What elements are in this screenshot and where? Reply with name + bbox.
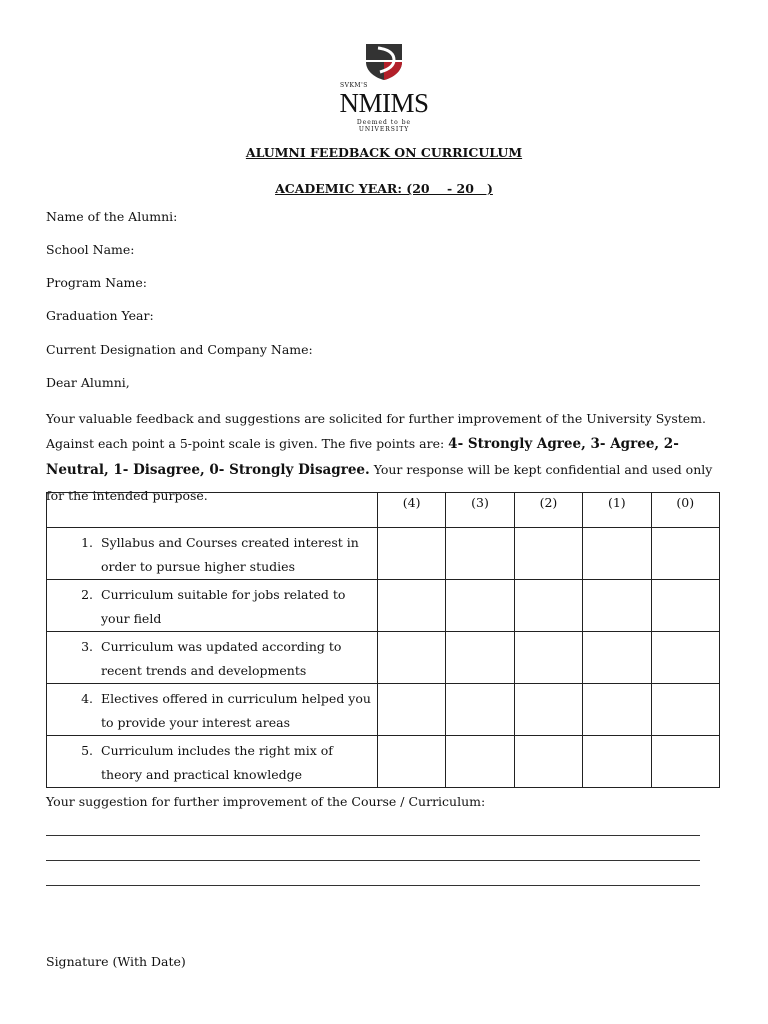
rating-cell-2[interactable] — [514, 736, 582, 788]
rating-cell-3[interactable] — [446, 684, 514, 736]
rating-cell-1[interactable] — [583, 580, 651, 632]
row-question: Curriculum includes the right mix of theory and practical knowledge — [101, 743, 333, 782]
signature-label: Signature (With Date) — [46, 954, 186, 969]
rating-cell-1[interactable] — [583, 684, 651, 736]
header-question — [47, 493, 378, 528]
row-number: 1. — [81, 535, 93, 550]
row-question: Curriculum suitable for jobs related to your field — [101, 587, 346, 626]
rating-cell-0[interactable] — [651, 528, 719, 580]
rating-cell-1[interactable] — [583, 736, 651, 788]
greeting: Dear Alumni, — [46, 375, 130, 390]
rating-cell-1[interactable] — [583, 528, 651, 580]
suggestion-label: Your suggestion for further improvement of the Course / Curriculum: — [46, 794, 486, 809]
header-1: (1) — [583, 493, 651, 528]
rating-cell-2[interactable] — [514, 528, 582, 580]
row-question: Syllabus and Courses created interest in order to pursue higher studies — [101, 535, 359, 574]
rating-cell-3[interactable] — [446, 528, 514, 580]
row-question: Curriculum was updated according to recent trends and developments — [101, 639, 342, 678]
rating-cell-2[interactable] — [514, 580, 582, 632]
rating-cell-3[interactable] — [446, 580, 514, 632]
rating-cell-2[interactable] — [514, 632, 582, 684]
rating-cell-3[interactable] — [446, 632, 514, 684]
row-number: 5. — [81, 743, 93, 758]
university-logo — [336, 42, 432, 133]
header-3: (3) — [446, 493, 514, 528]
intro-text-1: Your valuable feedback and suggestions are solicited for further improvement of the University System. Against each point a 5-point scale is given. The five points are: — [46, 411, 707, 451]
rating-cell-3[interactable] — [446, 736, 514, 788]
field-program-name: Program Name: — [46, 275, 148, 290]
suggestion-line-3[interactable] — [46, 885, 700, 886]
field-alumni-name: Name of the Alumni: — [46, 209, 178, 224]
rating-cell-4[interactable] — [377, 736, 445, 788]
table-header-row — [47, 493, 720, 528]
header-2: (2) — [514, 493, 582, 528]
row-number: 2. — [81, 587, 93, 602]
table-row — [47, 736, 720, 788]
table-row — [47, 528, 720, 580]
field-school-name: School Name: — [46, 242, 135, 257]
rating-scale: 4- Strongly Agree, 3- Agree, 2- Neutral, 1- Disagree, 0- Strongly Disagree. — [46, 436, 679, 478]
row-question: Electives offered in curriculum helped you to provide your interest areas — [101, 691, 371, 730]
rating-cell-0[interactable] — [651, 684, 719, 736]
rating-cell-4[interactable] — [377, 580, 445, 632]
rating-cell-4[interactable] — [377, 528, 445, 580]
shield-emblem-icon — [364, 42, 404, 80]
table-row — [47, 684, 720, 736]
academic-year: ACADEMIC YEAR: (20 - 20 ) — [275, 181, 493, 196]
field-designation-company: Current Designation and Company Name: — [46, 342, 313, 357]
feedback-table — [46, 492, 720, 788]
logo-prefix: SVKM'S — [340, 82, 368, 89]
suggestion-line-2[interactable] — [46, 860, 700, 861]
rating-cell-0[interactable] — [651, 632, 719, 684]
rating-cell-2[interactable] — [514, 684, 582, 736]
header-0: (0) — [651, 493, 719, 528]
rating-cell-4[interactable] — [377, 632, 445, 684]
rating-cell-1[interactable] — [583, 632, 651, 684]
rating-cell-0[interactable] — [651, 736, 719, 788]
row-number: 3. — [81, 639, 93, 654]
rating-cell-0[interactable] — [651, 580, 719, 632]
row-number: 4. — [81, 691, 93, 706]
intro-text-2: Your response will be kept confidential and used only for the intended purpose. — [46, 462, 713, 503]
field-graduation-year: Graduation Year: — [46, 308, 154, 323]
table-row — [47, 632, 720, 684]
logo-name: NMIMS — [339, 88, 429, 118]
logo-tagline: Deemed to be UNIVERSITY — [356, 119, 412, 133]
header-4: (4) — [377, 493, 445, 528]
form-title: ALUMNI FEEDBACK ON CURRICULUM — [245, 145, 523, 160]
suggestion-line-1[interactable] — [46, 835, 700, 836]
rating-cell-4[interactable] — [377, 684, 445, 736]
table-row — [47, 580, 720, 632]
